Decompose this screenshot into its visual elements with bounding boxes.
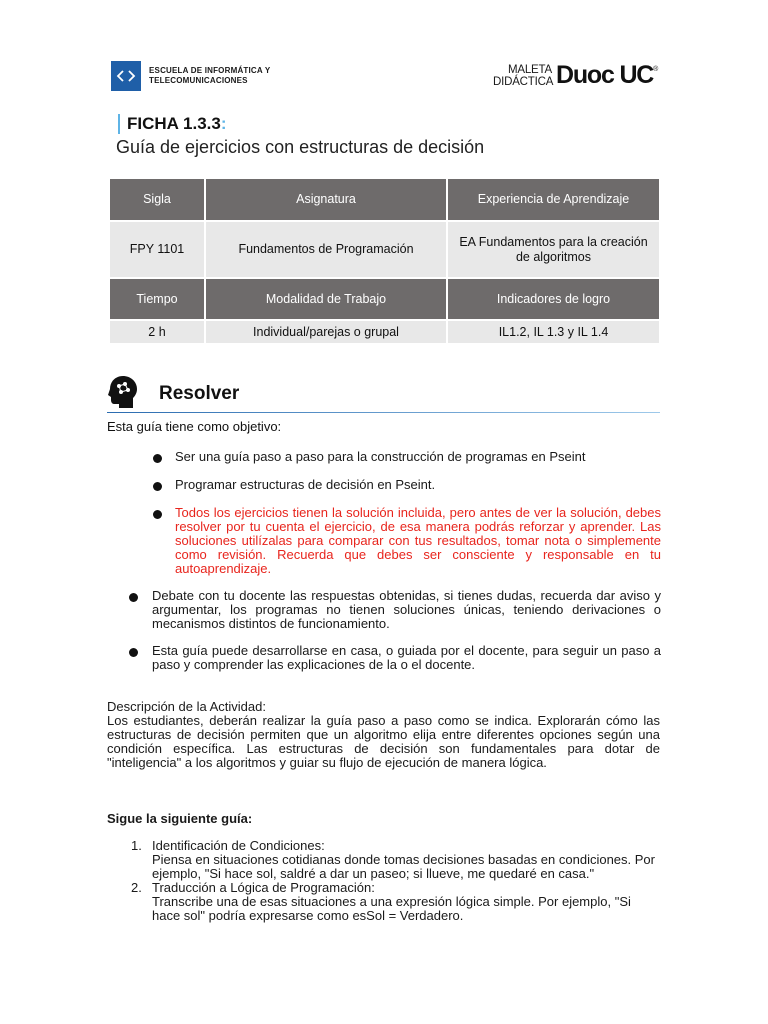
step-text: Piensa en situaciones cotidianas donde tomas decisiones basadas en condiciones. Por ejemplo, "Si hace sol, saldré a dar un paseo; si llueve, me quedaré en casa." [152, 852, 655, 881]
objective-item: Ser una guía paso a paso para la construcción de programas en Pseint [175, 449, 586, 464]
page-title: Guía de ejercicios con estructuras de decisión [116, 137, 485, 157]
header-experiencia: Experiencia de Aprendizaje [448, 179, 659, 220]
bullet-dot [153, 482, 162, 491]
cell-sigla: FPY 1101 [110, 222, 204, 277]
header-tiempo: Tiempo [110, 279, 204, 319]
objective-item: Esta guía puede desarrollarse en casa, o guiada por el docente, para seguir un paso a paso y comprender las explicaciones de la o el docente. [152, 643, 661, 672]
objective-item: Debate con tu docente las respuestas obtenidas, si tienes dudas, recuerda dar aviso y argumentar, los programas no tienen soluciones únicas, teniendo derivaciones o mecanismos distintos de funcionamiento. [152, 588, 661, 631]
section-intro: Esta guía tiene como objetivo: [107, 419, 282, 434]
bullet-dot [129, 648, 138, 657]
step-title: Traducción a Lógica de Programación: [152, 880, 375, 895]
step-number: 2. [131, 880, 142, 895]
guide-step [152, 839, 662, 881]
header-sigla: Sigla [110, 179, 204, 220]
step-text: Transcribe una de esas situaciones a una expresión lógica simple. Por ejemplo, "Si hace sol" podría expresarse como esSol = Verdadero. [152, 894, 631, 923]
activity-description [107, 700, 660, 770]
description-body: Los estudiantes, deberán realizar la guía paso a paso como se indica. Explorarán cómo las estructuras de decisión permiten que un algoritmo elija entre diferentes opciones según una condición específica. Las estructuras de decisión son fundamentales para dotar de "inteligencia" a los algoritmos y guiar su flujo de ejecución de manera lógica. [107, 713, 660, 770]
guide-step [152, 881, 662, 923]
header-asignatura: Asignatura [206, 179, 446, 220]
maleta-didactica-label: MALETA DIDÁCTICA [493, 64, 554, 88]
header-modalidad: Modalidad de Trabajo [206, 279, 446, 319]
bullet-dot [129, 593, 138, 602]
brain-head-icon [104, 373, 142, 411]
header-indicadores: Indicadores de logro [448, 279, 659, 319]
section-divider [107, 412, 660, 413]
bullet-dot [153, 510, 162, 519]
cell-modalidad: Individual/parejas o grupal [206, 321, 446, 343]
table-header-row [110, 279, 659, 319]
table-row [110, 321, 659, 343]
section-title: Resolver [159, 383, 240, 404]
warning-note: Todos los ejercicios tienen la solución incluida, pero antes de ver la solución, debes resolver por tu cuenta el ejercicio, de esa manera podrás reforzar y aprender. Las soluciones utilízalas para comparar con tus resultados, tomar nota o simplemente como revisión. Recuerda que debes ser consciente y responsable en tu autoaprendizaje. [175, 505, 661, 576]
bullet-dot [153, 454, 162, 463]
title-accent-bar [118, 114, 120, 134]
cell-experiencia: EA Fundamentos para la creación de algoritmos [448, 222, 659, 277]
cell-asignatura: Fundamentos de Programación [206, 222, 446, 277]
step-number: 1. [131, 838, 142, 853]
step-title: Identificación de Condiciones: [152, 838, 325, 853]
description-heading: Descripción de la Actividad: [107, 699, 266, 714]
table-row [110, 222, 659, 277]
cell-indicadores: IL1.2, IL 1.3 y IL 1.4 [448, 321, 659, 343]
table-header-row [110, 179, 659, 220]
objective-item: Programar estructuras de decisión en Pseint. [175, 477, 436, 492]
cell-tiempo: 2 h [110, 321, 204, 343]
code-brackets-icon [111, 61, 141, 91]
school-logo [111, 61, 141, 91]
guide-title: Sigue la siguiente guía: [107, 811, 253, 826]
school-name: ESCUELA DE INFORMÁTICA Y TELECOMUNICACIONES [149, 66, 271, 85]
page-title-code: FICHA 1.3.3: [127, 114, 227, 133]
duoc-uc-logo: Duoc UC® [556, 61, 658, 89]
course-info-table [108, 177, 661, 345]
